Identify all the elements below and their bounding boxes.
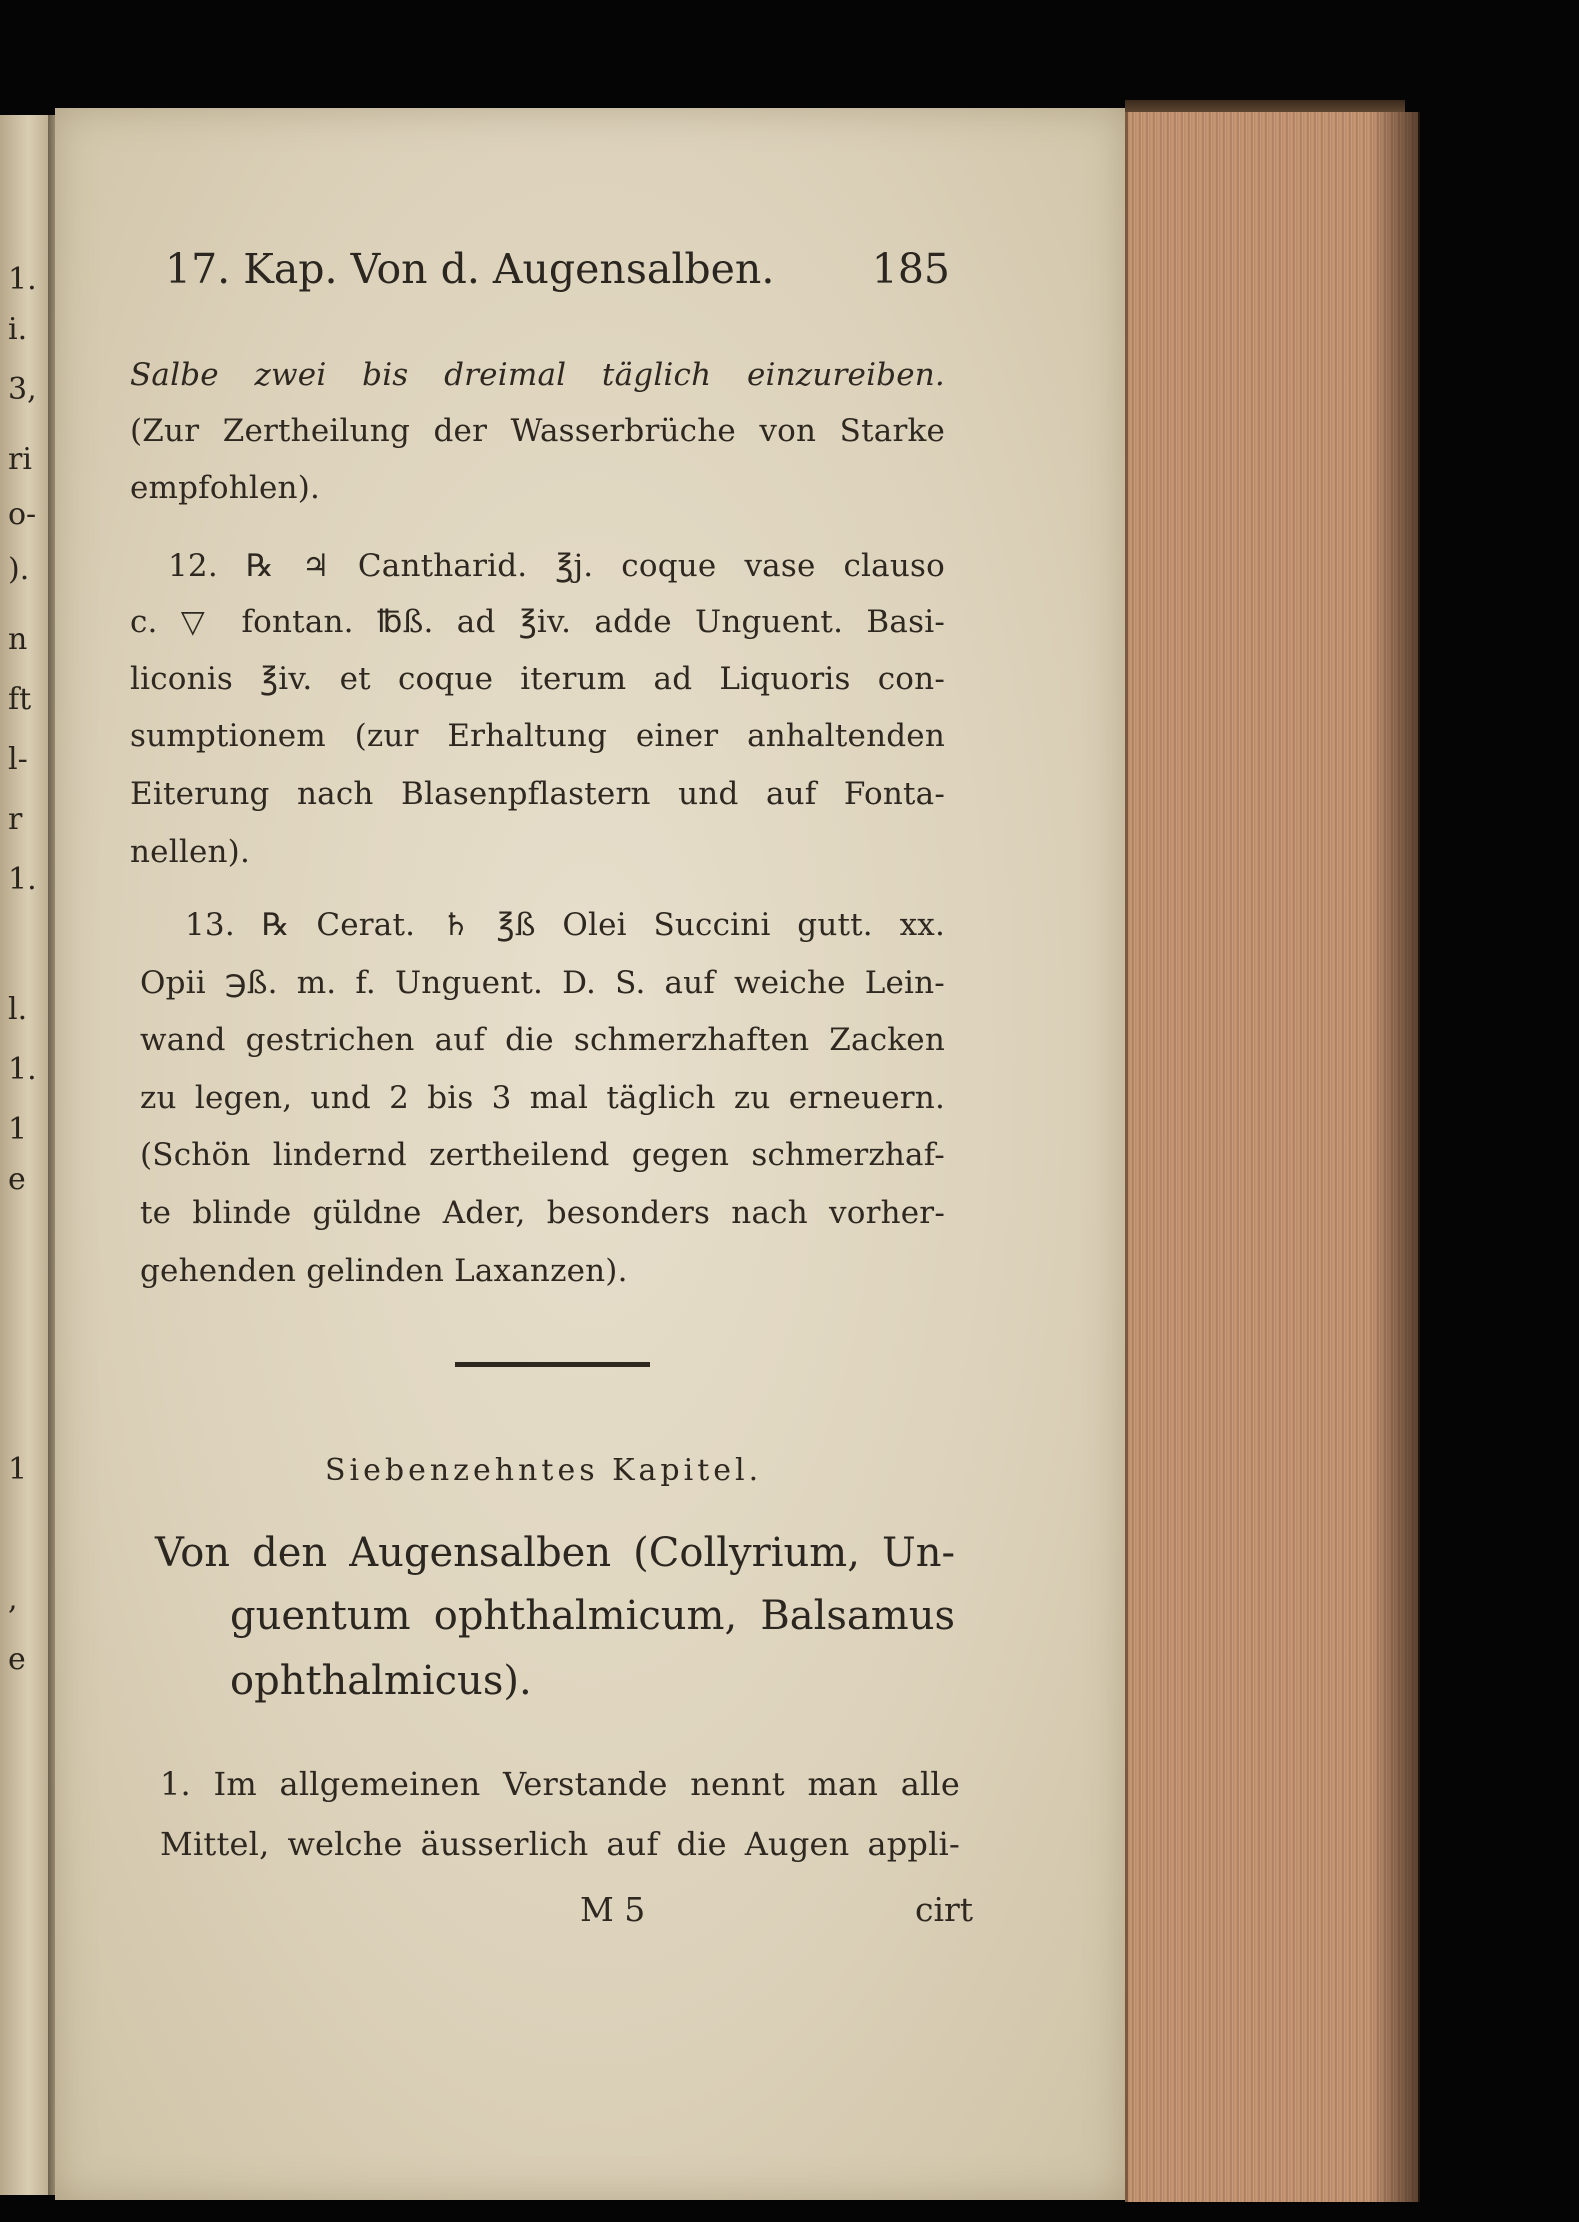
margin-char: i. [8,312,28,347]
margin-char: l- [8,742,28,777]
text-line: Salbe zwei bis dreimal täglich einzureiben. [130,357,945,393]
margin-char: o- [8,497,37,532]
text-line: liconis ℥iv. et coque iterum ad Liquoris con- [130,661,945,697]
chapter-title-line: ophthalmicus). [230,1658,532,1704]
text-line: wand gestrichen auf die schmerzhaften Zacken [140,1022,945,1058]
signature-mark: M 5 [580,1890,646,1929]
text-line: zu legen, und 2 bis 3 mal täglich zu erneuern. [140,1080,945,1116]
text-line: gehenden gelinden Laxanzen). [140,1253,628,1289]
text-line: sumptionem (zur Erhaltung einer anhaltenden [130,718,945,754]
margin-char: 1. [8,262,37,297]
margin-char: 3, [8,372,37,407]
margin-char: l. [8,992,28,1027]
text-line: te blinde güldne Ader, besonders nach vorher- [140,1195,945,1231]
margin-char: , [8,1582,18,1617]
text-line: Mittel, welche äusserlich auf die Augen appli- [160,1825,960,1863]
text-line: 1. Im allgemeinen Verstande nennt man alle [160,1765,960,1803]
margin-char: e [8,1162,26,1197]
margin-char: r [8,802,23,837]
text-line: c. ▽ fontan. ℔ß. ad ℥iv. adde Unguent. Basi- [130,604,945,640]
margin-char: e [8,1642,26,1677]
margin-char: ri [8,442,32,477]
text-line: 13. ℞ Cerat. ♄ ℥ß Olei Succini gutt. xx. [185,907,945,943]
margin-char: n [8,622,28,657]
left-facing-page [0,115,50,2195]
margin-char: ft [8,682,32,717]
page-edge-shadow [1370,112,1420,2202]
chapter-title-line: Von den Augensalben (Collyrium, Un- [155,1530,955,1576]
text-line: Eiterung nach Blasenpflastern und auf Fonta- [130,776,945,812]
chapter-title-line: guentum ophthalmicum, Balsamus [230,1593,955,1639]
margin-char: 1 [8,1112,28,1147]
margin-char: ). [8,552,30,587]
page-number: 185 [871,245,950,293]
chapter-heading: Siebenzehntes Kapitel. [325,1453,763,1488]
text-line: (Schön lindernd zertheilend gegen schmerzhaf- [140,1137,945,1173]
running-head-title: 17. Kap. Von d. Augensalben. [165,245,775,293]
text-line: 12. ℞ ♃ Cantharid. ℥j. coque vase clauso [168,548,945,584]
text-line: empfohlen). [130,470,321,506]
margin-char: 1. [8,1052,37,1087]
text-line: (Zur Zertheilung der Wasserbrüche von Starke [130,413,945,449]
margin-char: 1 [8,1452,28,1487]
text-line: Opii ℈ß. m. f. Unguent. D. S. auf weiche Lein- [140,965,945,1001]
catchword: cirt [915,1890,974,1929]
text-line: nellen). [130,834,250,870]
section-rule [455,1362,650,1367]
margin-char: 1. [8,862,37,897]
